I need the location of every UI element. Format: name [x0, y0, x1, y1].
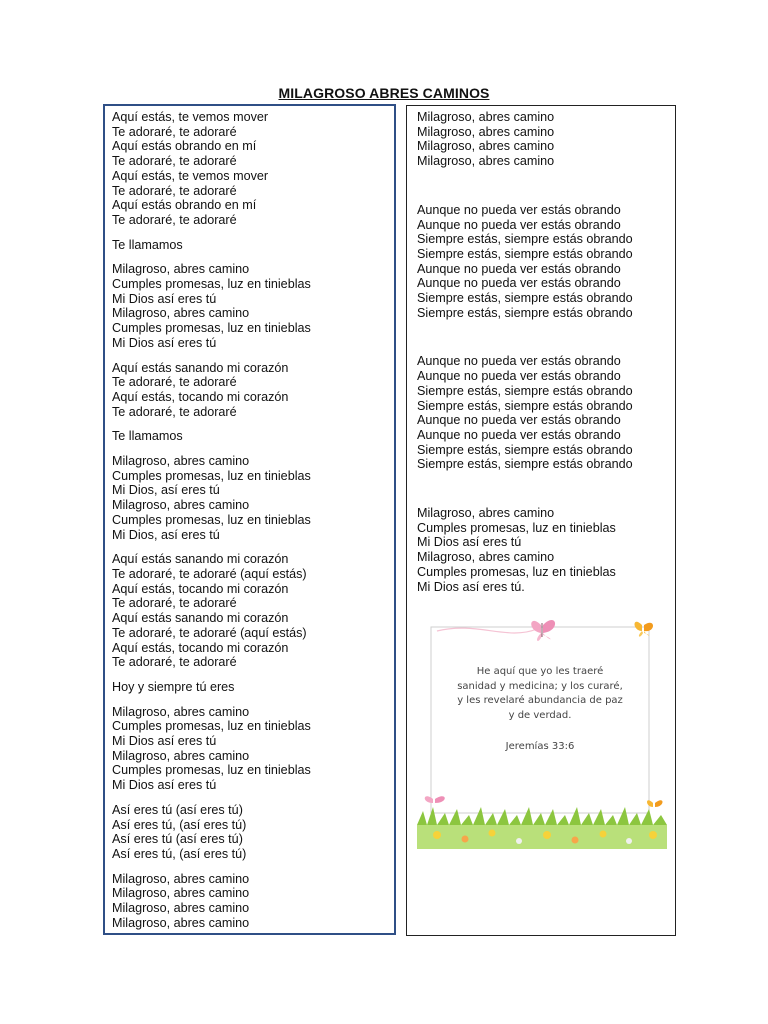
- verse-card-art: [417, 613, 667, 849]
- lyric-line: Te adoraré, te adoraré: [112, 212, 237, 227]
- lyric-line: Aquí estás, te vemos mover: [112, 110, 269, 124]
- verse-line: sanidad y medicina; y los curaré,: [457, 680, 623, 692]
- lyric-line: Mi Dios así eres tú: [112, 734, 217, 749]
- verse-card: [417, 613, 667, 849]
- lyric-line: Hoy y siempre tú eres: [112, 679, 235, 694]
- lyric-line: Así eres tú, (así eres tú): [112, 846, 247, 861]
- stanza-gap: [112, 419, 390, 429]
- lyric-line: Cumples promesas, luz en tinieblas: [112, 512, 311, 527]
- verse-reference: Jeremías 33:6: [505, 741, 575, 752]
- lyric-line: Milagroso, abres camino: [112, 306, 250, 321]
- stanza-gap: [417, 320, 671, 354]
- stanza-gap: [112, 793, 390, 803]
- stanza-gap: [112, 670, 390, 680]
- lyric-line: Te adoraré, te adoraré: [112, 655, 237, 670]
- lyric-line: Mi Dios así eres tú: [112, 778, 217, 793]
- lyric-line: Milagroso, abres camino: [417, 550, 555, 565]
- lyric-line: Aquí estás, tocando mi corazón: [112, 581, 289, 596]
- lyric-line: Cumples promesas, luz en tinieblas: [112, 321, 311, 336]
- lyric-line: Aunque no pueda ver estás obrando: [417, 354, 621, 369]
- lyric-line: Aunque no pueda ver estás obrando: [417, 261, 621, 276]
- right-stanza-list: [417, 110, 671, 594]
- verse-line: y de verdad.: [508, 709, 572, 721]
- stanza: [112, 429, 390, 444]
- stanza: [112, 110, 390, 228]
- stanza-gap: [112, 228, 390, 238]
- lyric-line: Cumples promesas, luz en tinieblas: [112, 763, 311, 778]
- lyric-line: Te adoraré, te adoraré: [112, 404, 237, 419]
- lyric-line: Cumples promesas, luz en tinieblas: [112, 719, 311, 734]
- lyric-line: Mi Dios así eres tú: [112, 291, 217, 306]
- lyric-line: Te adoraré, te adoraré: [112, 596, 237, 611]
- stanza-gap: [112, 252, 390, 262]
- stanza-gap: [112, 444, 390, 454]
- stanza: [417, 506, 671, 594]
- lyric-line: Mi Dios así eres tú: [417, 535, 522, 550]
- verse-text: [431, 665, 649, 723]
- lyric-line: Te llamamos: [112, 429, 183, 444]
- lyric-line: Aunque no pueda ver estás obrando: [417, 369, 621, 384]
- stanza-gap: [112, 695, 390, 705]
- lyric-line: Te adoraré, te adoraré: [112, 183, 237, 198]
- stanza: [417, 110, 671, 169]
- lyric-line: Aunque no pueda ver estás obrando: [417, 427, 621, 442]
- lyric-line: Te adoraré, te adoraré: [112, 375, 237, 390]
- lyric-line: Siempre estás, siempre estás obrando: [417, 383, 633, 398]
- lyric-line: Te adoraré, te adoraré (aquí estás): [112, 566, 307, 581]
- lyric-line: Mi Dios, así eres tú: [112, 527, 220, 542]
- lyric-line: Aunque no pueda ver estás obrando: [417, 413, 621, 428]
- lyric-line: Aunque no pueda ver estás obrando: [417, 276, 621, 291]
- stanza: [112, 552, 390, 670]
- lyric-line: Aquí estás, tocando mi corazón: [112, 389, 289, 404]
- stanza: [417, 354, 671, 472]
- lyric-line: Siempre estás, siempre estás obrando: [417, 291, 633, 306]
- left-stanza-list: [112, 110, 390, 930]
- lyric-line: Mi Dios así eres tú.: [417, 579, 525, 594]
- lyric-line: Siempre estás, siempre estás obrando: [417, 398, 633, 413]
- lyric-line: Cumples promesas, luz en tinieblas: [112, 468, 311, 483]
- stanza: [112, 262, 390, 350]
- lyric-line: Te adoraré, te adoraré: [112, 154, 237, 169]
- lyric-line: Milagroso, abres camino: [417, 139, 555, 154]
- lyric-line: Milagroso, abres camino: [112, 704, 250, 719]
- lyric-line: Milagroso, abres camino: [112, 886, 250, 901]
- stanza-gap: [112, 351, 390, 361]
- song-title: MILAGROSO ABRES CAMINOS: [278, 85, 490, 101]
- lyric-line: Cumples promesas, luz en tinieblas: [112, 277, 311, 292]
- lyric-line: Milagroso, abres camino: [112, 915, 250, 930]
- stanza: [112, 238, 390, 253]
- lyric-line: Cumples promesas, luz en tinieblas: [417, 520, 616, 535]
- lyric-line: Te adoraré, te adoraré: [112, 124, 237, 139]
- lyric-line: Aquí estás, tocando mi corazón: [112, 640, 289, 655]
- lyric-line: Mi Dios, así eres tú: [112, 483, 220, 498]
- lyric-line: Milagroso, abres camino: [417, 154, 555, 169]
- stanza: [112, 680, 390, 695]
- stanza: [112, 872, 390, 931]
- lyric-line: Milagroso, abres camino: [417, 124, 555, 139]
- lyric-line: Aquí estás sanando mi corazón: [112, 360, 289, 375]
- lyric-line: Milagroso, abres camino: [112, 748, 250, 763]
- lyric-line: Te llamamos: [112, 237, 183, 252]
- lyric-line: Milagroso, abres camino: [417, 110, 555, 124]
- lyric-line: Siempre estás, siempre estás obrando: [417, 457, 633, 472]
- lyric-line: Aquí estás obrando en mí: [112, 198, 257, 213]
- lyric-line: Milagroso, abres camino: [112, 454, 250, 469]
- lyric-line: Siempre estás, siempre estás obrando: [417, 442, 633, 457]
- stanza-gap: [112, 862, 390, 872]
- lyric-line: Aquí estás, te vemos mover: [112, 168, 269, 183]
- lyric-line: Siempre estás, siempre estás obrando: [417, 305, 633, 320]
- stanza-gap: [417, 169, 671, 203]
- verse-line: He aquí que yo les traeré: [476, 666, 604, 677]
- lyric-line: Así eres tú (así eres tú): [112, 802, 243, 817]
- verse-line: y les revelaré abundancia de paz: [457, 695, 623, 706]
- stanza: [112, 361, 390, 420]
- lyric-line: Aquí estás sanando mi corazón: [112, 611, 289, 626]
- lyric-line: Mi Dios así eres tú: [112, 335, 217, 350]
- lyric-line: Aunque no pueda ver estás obrando: [417, 202, 621, 217]
- lyric-line: Milagroso, abres camino: [112, 262, 250, 277]
- stanza-gap: [112, 542, 390, 552]
- lyric-line: Milagroso, abres camino: [112, 901, 250, 916]
- lyric-line: Milagroso, abres camino: [417, 506, 555, 521]
- stanza: [112, 454, 390, 542]
- lyric-line: Te adoraré, te adoraré (aquí estás): [112, 625, 307, 640]
- stanza: [112, 803, 390, 862]
- lyric-line: Siempre estás, siempre estás obrando: [417, 246, 633, 261]
- lyric-line: Así eres tú (así eres tú): [112, 832, 243, 847]
- left-lyrics-column: [103, 104, 396, 935]
- lyric-line: Milagroso, abres camino: [112, 871, 250, 886]
- lyric-line: Cumples promesas, luz en tinieblas: [417, 564, 616, 579]
- lyric-line: Aunque no pueda ver estás obrando: [417, 217, 621, 232]
- stanza: [417, 203, 671, 321]
- lyric-line: Aquí estás sanando mi corazón: [112, 552, 289, 567]
- lyric-line: Así eres tú, (así eres tú): [112, 817, 247, 832]
- stanza-gap: [417, 472, 671, 506]
- stanza: [112, 705, 390, 793]
- lyric-line: Milagroso, abres camino: [112, 498, 250, 513]
- lyric-line: Siempre estás, siempre estás obrando: [417, 232, 633, 247]
- lyric-line: Aquí estás obrando en mí: [112, 139, 257, 154]
